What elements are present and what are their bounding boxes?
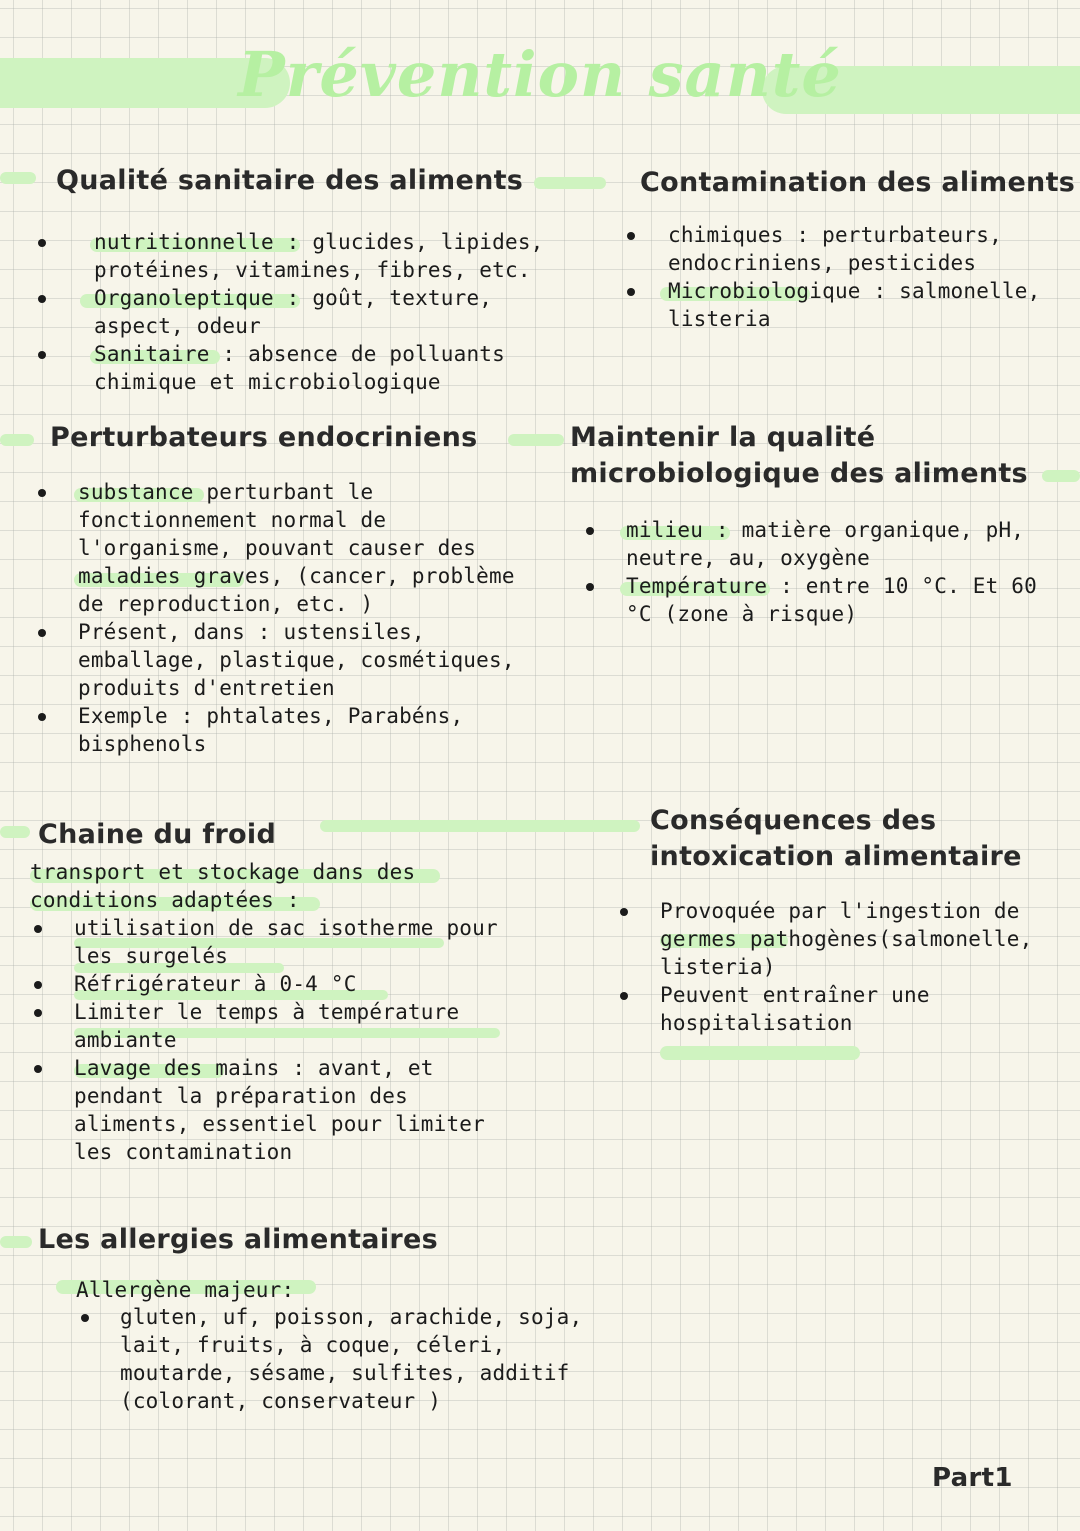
heading-consequences-line1: Conséquences des xyxy=(650,805,937,836)
bullet-icon xyxy=(38,629,46,637)
heading-allergies: Les allergies alimentaires xyxy=(38,1224,438,1255)
list-item: Réfrigérateur à 0-4 °C xyxy=(74,970,524,998)
list-item: Présent, dans : ustensiles, emballage, plastique, cosmétiques, produits d'entretien xyxy=(78,618,528,702)
bullet-icon xyxy=(38,713,46,721)
bullet-icon xyxy=(620,908,628,916)
list-qualite xyxy=(94,228,554,396)
list-item: substance perturbant le fonctionnement normal de l'organisme, pouvant causer des maladies graves, (cancer, problème de reproduction, etc. ) xyxy=(78,478,528,618)
list-item: Sanitaire : absence de polluants chimique et microbiologique xyxy=(94,340,554,396)
allergies-intro: Allergène majeur: xyxy=(76,1278,295,1302)
list-item: Lavage des mains : avant, et pendant la préparation des aliments, essentiel pour limiter les contamination xyxy=(74,1054,524,1166)
bullet-icon xyxy=(34,925,42,933)
list-item: Microbiologique : salmonelle, listeria xyxy=(668,277,1068,333)
bullet-icon xyxy=(34,981,42,989)
list-contamination xyxy=(668,221,1068,333)
list-item: gluten, uf, poisson, arachide, soja, lait, fruits, à coque, céleri, moutarde, sésame, sulfites, additif (colorant, conservateur ) xyxy=(120,1303,590,1415)
bullet-icon xyxy=(586,527,594,535)
heading-maintenir-line1: Maintenir la qualité xyxy=(570,422,876,453)
list-perturbateurs xyxy=(78,478,528,758)
list-item: Peuvent entraîner une hospitalisation xyxy=(660,981,1060,1037)
bullet-icon xyxy=(81,1314,89,1322)
bullet-icon xyxy=(38,489,46,497)
heading-chaine: Chaine du froid xyxy=(38,819,277,850)
bullet-icon xyxy=(586,583,594,591)
list-item: Organoleptique : goût, texture, aspect, odeur xyxy=(94,284,554,340)
list-consequences xyxy=(660,897,1060,1037)
list-chaine xyxy=(74,914,524,1166)
heading-perturbateurs: Perturbateurs endocriniens xyxy=(50,422,478,453)
bullet-icon xyxy=(38,239,46,247)
list-maintenir xyxy=(626,516,1066,628)
bullet-icon xyxy=(627,232,635,240)
list-item: Exemple : phtalates, Parabéns, bisphenols xyxy=(78,702,528,758)
list-item: Provoquée par l'ingestion de germes pathogènes(salmonelle, listeria) xyxy=(660,897,1060,981)
heading-maintenir-line2: microbiologique des aliments xyxy=(570,458,1028,489)
list-item: chimiques : perturbateurs, endocriniens, pesticides xyxy=(668,221,1068,277)
bullet-icon xyxy=(627,288,635,296)
heading-qualite: Qualité sanitaire des aliments xyxy=(56,165,524,196)
bullet-icon xyxy=(38,295,46,303)
list-item: Température : entre 10 °C. Et 60 °C (zone à risque) xyxy=(626,572,1066,628)
chaine-intro: transport et stockage dans des conditions adaptées : xyxy=(30,860,416,912)
list-item: nutritionnelle : glucides, lipides, protéines, vitamines, fibres, etc. xyxy=(94,228,554,284)
list-item: utilisation de sac isotherme pour les surgelés xyxy=(74,914,524,970)
list-item: Limiter le temps à température ambiante xyxy=(74,998,524,1054)
page-footer: Part1 xyxy=(932,1463,1013,1493)
bullet-icon xyxy=(620,992,628,1000)
bullet-icon xyxy=(38,351,46,359)
list-item: milieu : matière organique, pH, neutre, au, oxygène xyxy=(626,516,1066,572)
heading-contamination: Contamination des aliments xyxy=(640,167,1076,198)
bullet-icon xyxy=(34,1065,42,1073)
bullet-icon xyxy=(34,1009,42,1017)
heading-consequences-line2: intoxication alimentaire xyxy=(650,841,1022,872)
list-allergies xyxy=(120,1303,590,1415)
page-title: Prévention santé xyxy=(238,38,842,111)
